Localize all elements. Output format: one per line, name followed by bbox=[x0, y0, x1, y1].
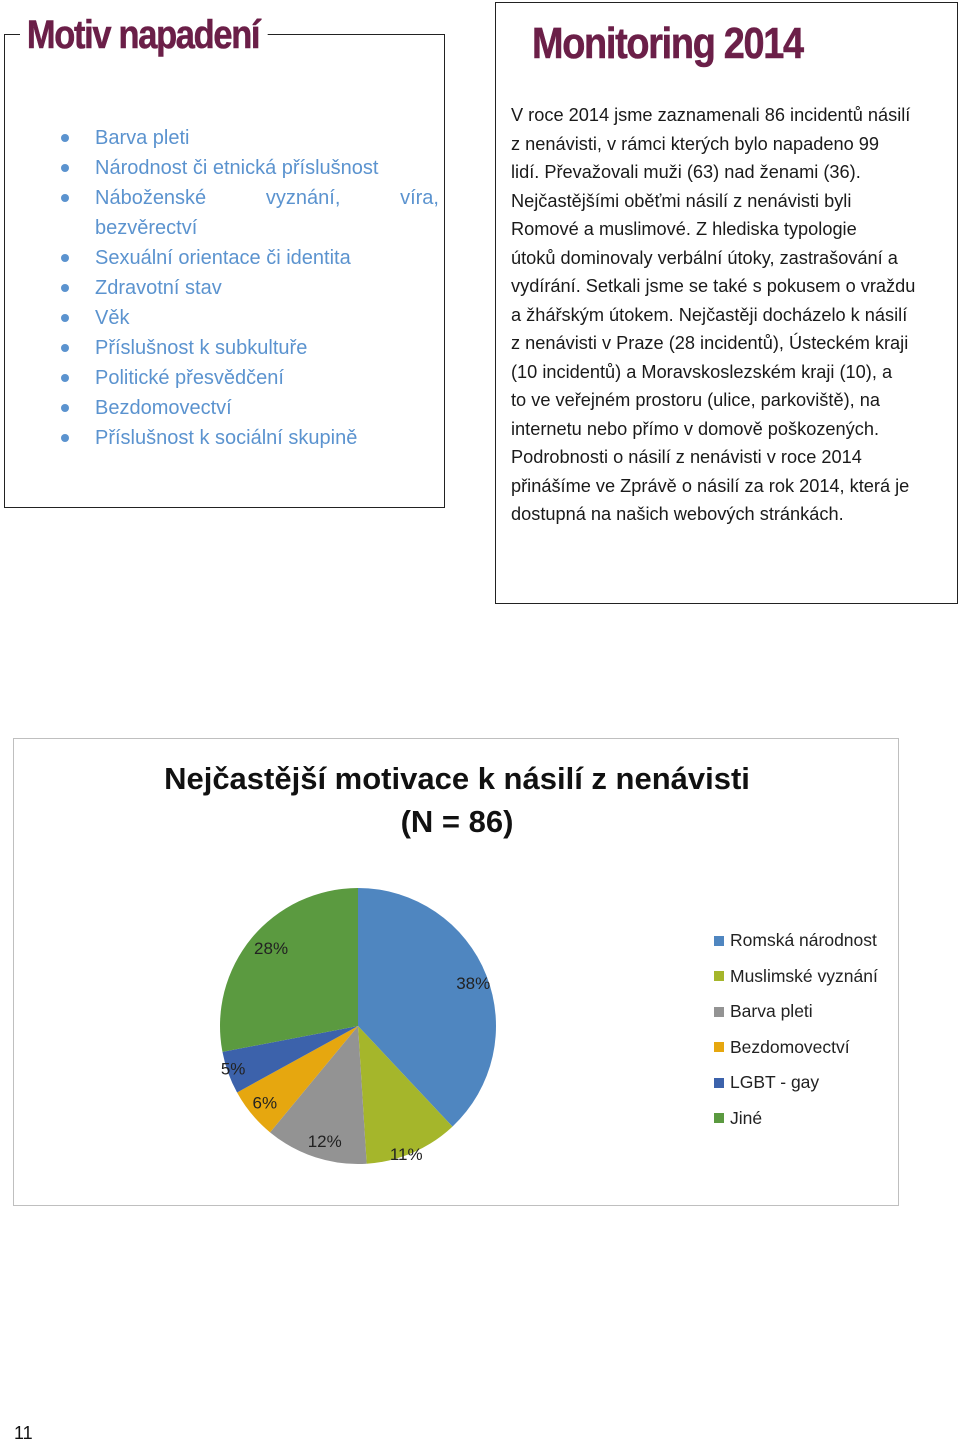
legend-item bbox=[714, 959, 878, 995]
list-item bbox=[59, 423, 439, 453]
bullet-icon bbox=[61, 374, 69, 382]
page-number: 11 bbox=[14, 1423, 33, 1443]
legend-swatch bbox=[714, 1078, 724, 1088]
legend-swatch bbox=[714, 1042, 724, 1052]
bullet-icon bbox=[61, 314, 69, 322]
text-line: útoků dominovaly verbální útoky, zastrašování a bbox=[511, 247, 898, 268]
pie-data-label: 6% bbox=[252, 1093, 278, 1113]
list-item-label: Příslušnost k sociální skupině bbox=[95, 427, 358, 449]
list-item-label: Národnost či etnická příslušnost bbox=[95, 157, 379, 179]
legend-label: Muslimské vyznání bbox=[730, 965, 878, 986]
bullet-icon bbox=[61, 254, 69, 262]
legend-item bbox=[714, 1065, 878, 1101]
bullet-icon bbox=[61, 134, 69, 142]
legend-label: Barva pleti bbox=[730, 1001, 813, 1022]
legend-label: Bezdomovectví bbox=[730, 1036, 850, 1057]
legend-label: Jiné bbox=[730, 1107, 763, 1128]
chart-title-line1: Nejčastější motivace k násilí z nenávisti bbox=[164, 761, 750, 796]
pie-slice bbox=[220, 888, 358, 1052]
legend-item bbox=[714, 923, 878, 959]
list-item-label: Věk bbox=[95, 307, 130, 329]
word: bezvěrectví bbox=[95, 217, 198, 239]
text-line: z nenávisti v Praze (28 incidentů), Ústeckém kraji bbox=[511, 333, 909, 353]
monitoring-text bbox=[511, 101, 951, 529]
legend-item bbox=[714, 994, 878, 1030]
bullet-icon bbox=[61, 164, 69, 172]
pie-data-label: 12% bbox=[307, 1131, 342, 1151]
word: vyznání, bbox=[265, 187, 341, 209]
text-line: a žhářským útokem. Nejčastěji docházelo k násilí bbox=[511, 304, 908, 325]
text-line: internetu nebo přímo v domově poškozených. bbox=[511, 418, 880, 439]
text-line: V roce 2014 jsme zaznamenali 86 incidentů násilí bbox=[511, 105, 911, 125]
pie-data-label: 11% bbox=[389, 1144, 423, 1164]
list-item bbox=[59, 243, 439, 273]
text-line: z nenávisti, v rámci kterých bylo napadeno 99 bbox=[511, 133, 879, 154]
text-line: vydírání. Setkali jsme se také s pokusem o vraždu bbox=[511, 276, 916, 296]
bullet-icon bbox=[61, 434, 69, 442]
motiv-title: Motiv napadení bbox=[20, 10, 268, 60]
text-line: (10 incidentů) a Moravskoslezském kraji (10), a bbox=[511, 361, 893, 382]
legend-item bbox=[714, 1101, 878, 1137]
motiv-list bbox=[59, 123, 439, 453]
list-item bbox=[59, 333, 439, 363]
word: víra, bbox=[400, 187, 439, 209]
list-item-label: Zdravotní stav bbox=[95, 277, 222, 299]
legend-item bbox=[714, 1030, 878, 1066]
chart-legend bbox=[714, 923, 878, 1136]
text-line: přinášíme ve Zprávě o násilí za rok 2014, která je bbox=[511, 475, 910, 496]
motiv-box bbox=[4, 34, 445, 508]
text-line: to ve veřejném prostoru (ulice, parkoviště), na bbox=[511, 390, 880, 410]
list-item bbox=[59, 273, 439, 303]
monitoring-title: Monitoring 2014 bbox=[532, 19, 803, 68]
list-item bbox=[59, 153, 439, 183]
legend-swatch bbox=[714, 936, 724, 946]
pie-data-label: 28% bbox=[254, 938, 289, 958]
pie-data-label: 38% bbox=[456, 973, 491, 993]
text-line: Nejčastějšími oběťmi násilí z nenávisti byli bbox=[511, 190, 852, 211]
list-item-label: Politické přesvědčení bbox=[95, 367, 284, 389]
text-line: dostupná na našich webových stránkách. bbox=[511, 504, 844, 524]
list-item-label: Sexuální orientace či identita bbox=[95, 247, 351, 269]
list-item-label: Příslušnost k subkultuře bbox=[95, 337, 308, 359]
chart-box bbox=[13, 738, 899, 1206]
pie-data-label: 5% bbox=[220, 1059, 246, 1079]
legend-swatch bbox=[714, 971, 724, 981]
legend-label: LGBT - gay bbox=[730, 1072, 820, 1093]
monitoring-box bbox=[495, 2, 958, 604]
list-item bbox=[59, 393, 439, 423]
legend-swatch bbox=[714, 1007, 724, 1017]
text-line: Romové a muslimové. Z hlediska typologie bbox=[511, 219, 857, 239]
bullet-icon bbox=[61, 404, 69, 412]
text-line: Podrobnosti o násilí z nenávisti v roce 2014 bbox=[511, 447, 862, 467]
list-item bbox=[59, 303, 439, 333]
legend-swatch bbox=[714, 1113, 724, 1123]
list-item-label bbox=[95, 183, 439, 213]
bullet-icon bbox=[61, 284, 69, 292]
bullet-icon bbox=[61, 344, 69, 352]
list-item-label: Bezdomovectví bbox=[95, 397, 232, 419]
legend-label: Romská národnost bbox=[730, 930, 877, 951]
list-item bbox=[59, 123, 439, 153]
word: Náboženské bbox=[95, 187, 207, 209]
bullet-icon bbox=[61, 194, 69, 202]
list-item bbox=[59, 363, 439, 393]
text-line: lidí. Převažovali muži (63) nad ženami (36). bbox=[511, 162, 861, 182]
list-item-label: Barva pleti bbox=[95, 127, 190, 149]
list-item bbox=[59, 183, 439, 243]
chart-title-line2: (N = 86) bbox=[400, 804, 514, 839]
